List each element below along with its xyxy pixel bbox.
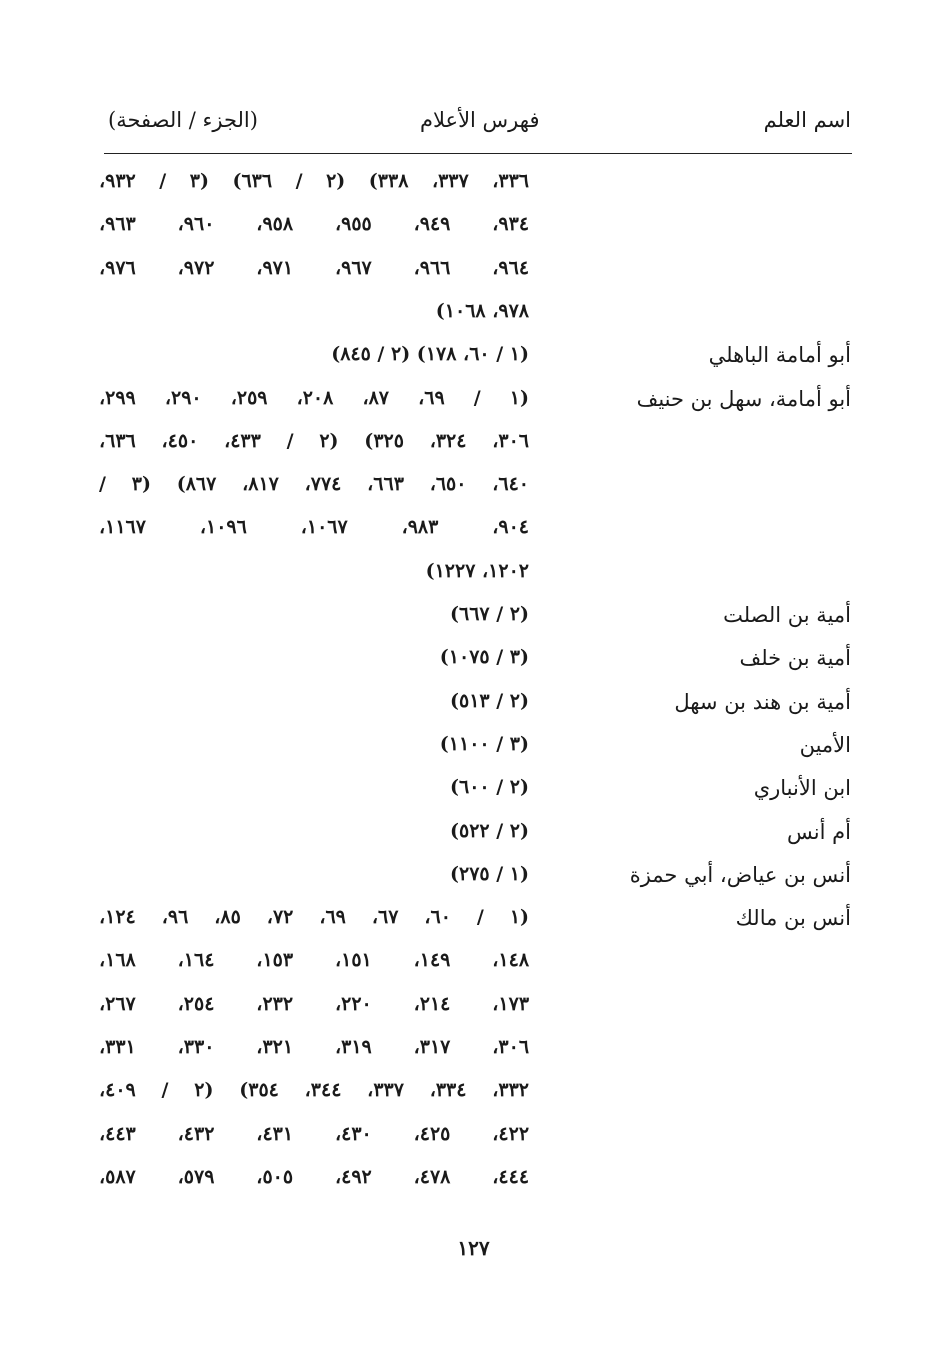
entry-references: ١٧٣، ٢١٤، ٢٢٠، ٢٣٢، ٢٥٤، ٢٦٧، — [99, 992, 530, 1015]
entry-references: ٣٠٦، ٣٢٤، ٣٢٥) (٢ / ٤٣٣، ٤٥٠، ٦٣٦، — [99, 429, 529, 452]
index-entry-row — [0, 300, 947, 334]
index-entry-row — [0, 863, 947, 897]
entry-name: أبو أمامة، سهل بن حنيف — [636, 386, 851, 411]
entry-references: (١ / ٦٩، ٨٧، ٢٠٨، ٢٥٩، ٢٩٠، ٢٩٩، — [99, 386, 530, 409]
index-entry-row — [0, 430, 947, 464]
index-entry-row — [0, 1123, 947, 1157]
index-entry-row — [0, 516, 947, 550]
entry-name: أبو أمامة الباهلي — [708, 343, 851, 368]
entry-references: ١٤٨، ١٤٩، ١٥١، ١٥٣، ١٦٤، ١٦٨، — [99, 949, 530, 972]
index-entry-row — [0, 733, 947, 767]
entry-name: أنس بن مالك — [735, 906, 851, 931]
entry-references: (١ / ٦٠، ١٧٨) (٢ / ٨٤٥) — [331, 343, 529, 366]
entry-name: أم أنس — [787, 819, 851, 844]
index-entry-row — [0, 1166, 947, 1200]
entry-name: أمية بن خلف — [739, 646, 851, 671]
index-entry-row — [0, 1079, 947, 1113]
index-entry-row — [0, 387, 947, 421]
page-title: فهرس الأعلام — [420, 108, 540, 132]
index-entry-row — [0, 1036, 947, 1070]
entry-references: ٩٦٤، ٩٦٦، ٩٦٧، ٩٧١، ٩٧٢، ٩٧٦، — [99, 256, 530, 279]
entry-name: ابن الأنباري — [753, 776, 851, 801]
index-entry-row — [0, 776, 947, 810]
entry-name: أمية بن هند بن سهل — [674, 689, 851, 714]
entry-references: (١ / ٦٠، ٦٧، ٦٩، ٧٢، ٨٥، ٩٦، ١٢٤، — [99, 906, 530, 929]
entry-name: أمية بن الصلت — [723, 603, 851, 627]
index-entry-row — [0, 993, 947, 1027]
entry-references: (١ / ٢٧٥) — [449, 862, 529, 885]
entry-references: ٣٣٢، ٣٣٤، ٣٣٧، ٣٤٤، ٣٥٤) (٢ / ٤٠٩، — [99, 1079, 529, 1102]
entry-references: ٣٠٦، ٣١٧، ٣١٩، ٣٢١، ٣٣٠، ٣٣١، — [99, 1036, 530, 1058]
entry-name: أنس بن عياض، أبي حمزة — [629, 862, 851, 887]
entry-references: ٤٢٢، ٤٢٥، ٤٣٠، ٤٣١، ٤٣٢، ٤٤٣، — [99, 1122, 530, 1145]
index-entry-row — [0, 820, 947, 854]
column-header-name: اسم العلم — [763, 108, 851, 132]
column-header-reference: (الجزء / الصفحة) — [108, 108, 258, 132]
entry-name: الأمين — [799, 732, 851, 757]
index-entry-row — [0, 906, 947, 940]
index-entry-row — [0, 603, 947, 637]
entry-references: (٣ / ١٠٧٥) — [439, 646, 529, 669]
index-entry-row — [0, 473, 947, 507]
entry-references: ٩٣٤، ٩٤٩، ٩٥٥، ٩٥٨، ٩٦٠، ٩٦٣، — [99, 213, 530, 236]
entry-references: ١٢٠٢، ١٢٢٧) — [425, 559, 529, 582]
entry-references: (٢ / ٥٢٢) — [449, 819, 529, 842]
index-entry-row — [0, 257, 947, 291]
page-number: ١٢٧ — [457, 1236, 490, 1260]
index-entry-row — [0, 690, 947, 724]
index-entry-row — [0, 560, 947, 594]
entry-references: (٣ / ١١٠٠) — [439, 732, 529, 755]
index-entry-row — [0, 949, 947, 983]
entry-references: ٦٤٠، ٦٥٠، ٦٦٣، ٧٧٤، ٨١٧، ٨٦٧) (٣ / — [99, 473, 529, 496]
entry-references: (٢ / ٥١٣) — [449, 689, 529, 712]
entry-references: (٢ / ٦٠٠) — [449, 776, 529, 799]
index-entry-row — [0, 213, 947, 247]
entry-references: ٩٠٤، ٩٨٣، ١٠٦٧، ١٠٩٦، ١١٦٧، — [99, 516, 529, 539]
entry-references: ٣٣٦، ٣٣٧، ٣٣٨) (٢ / ٦٣٦) (٣ / ٩٣٢، — [99, 170, 529, 192]
entry-references: (٢ / ٦٦٧) — [449, 603, 529, 625]
header-rule — [104, 153, 852, 154]
index-entry-row — [0, 170, 947, 204]
entry-references: ٤٤٤، ٤٧٨، ٤٩٢، ٥٠٥، ٥٧٩، ٥٨٧، — [99, 1165, 530, 1188]
index-entry-row — [0, 343, 947, 377]
entry-references: ٩٧٨، ١٠٦٨) — [435, 299, 529, 322]
index-entry-row — [0, 646, 947, 680]
